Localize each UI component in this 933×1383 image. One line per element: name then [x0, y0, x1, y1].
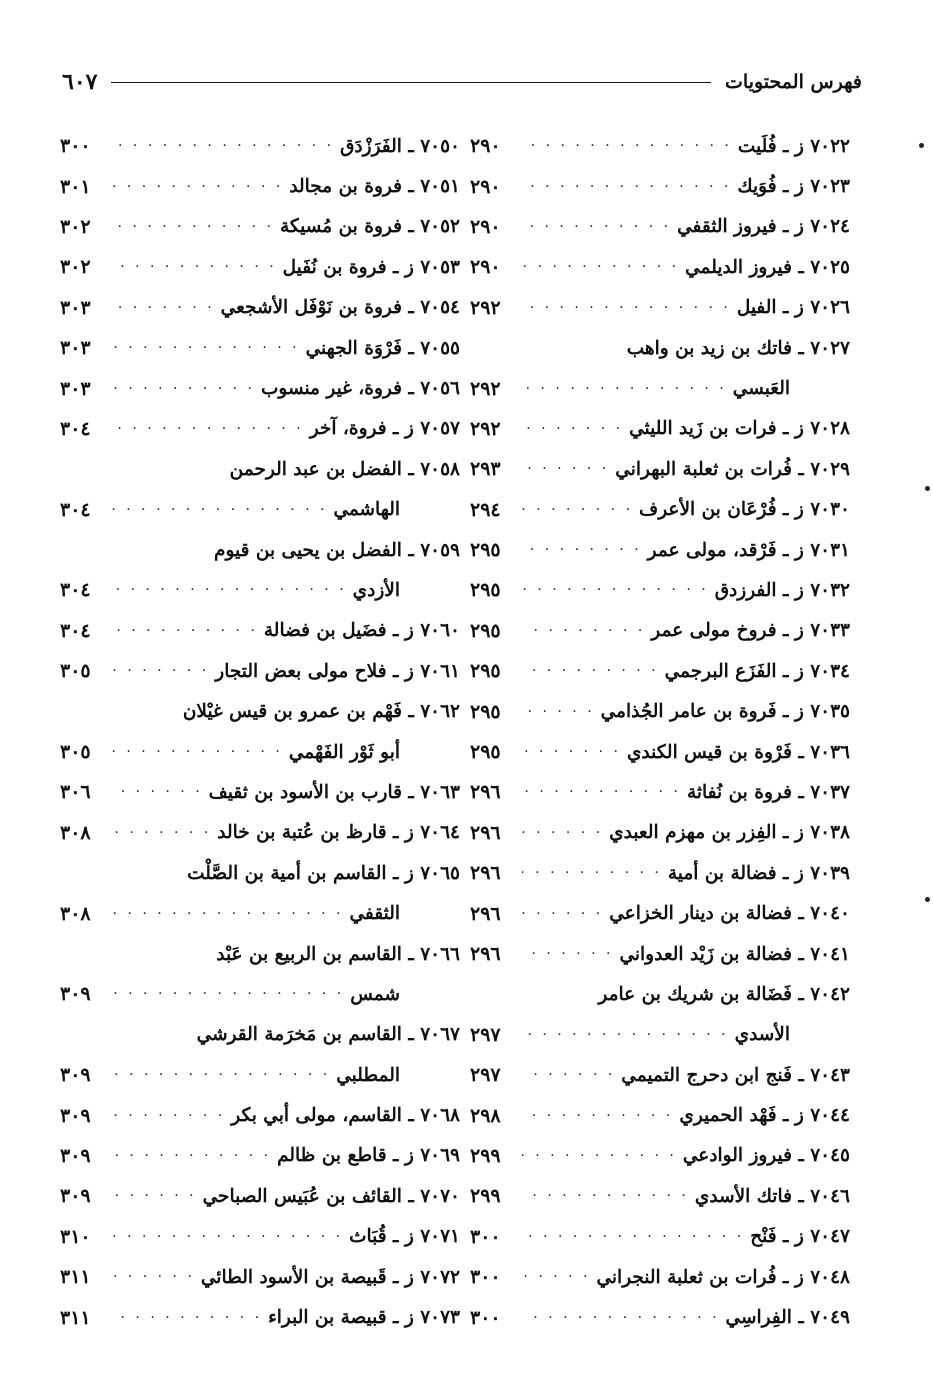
entry-title: ٧٠٣٣ ز ـ فروخ مولى عمر	[651, 620, 850, 642]
entry-page-number: ٣٠٨	[60, 902, 91, 925]
entry-title: الثقفي	[349, 903, 400, 925]
entry-page-number: ٢٩٢	[470, 377, 501, 400]
index-entry	[470, 1257, 850, 1297]
entry-title: ٧٠٢٩ ـ فُرات بن ثعلبة البهراني	[615, 458, 850, 480]
entry-page-number: ٣٠٣	[60, 337, 91, 360]
entry-title: ٧٠٣٤ ز ـ الفَزَع البرجمي	[664, 660, 850, 682]
header-rule	[111, 82, 711, 83]
entry-page-number: ٣٠٢	[60, 256, 91, 279]
entry-page-number: ٢٩٥	[470, 741, 501, 764]
dot-leader	[112, 1067, 330, 1083]
entry-page-number: ٣١١	[60, 1306, 91, 1329]
index-entry	[60, 530, 460, 570]
dot-leader	[112, 1108, 225, 1124]
entry-page-number: ٢٩٩	[470, 1144, 501, 1167]
entry-page-number: ٢٩٣	[470, 458, 501, 481]
index-entry	[60, 1055, 460, 1095]
index-entry	[470, 1297, 850, 1337]
entry-page-number: ٣٠٥	[60, 660, 91, 683]
entry-title: ٧٠٦٢ ـ فَهْم بن عمرو بن قيس غيْلان	[182, 701, 460, 723]
entry-title: العَبسي	[732, 378, 790, 400]
entry-title: ٧٠٤١ ـ فضالة بن زَيْد العدواني	[619, 943, 850, 965]
entry-page-number: ٢٩٦	[470, 902, 501, 925]
entry-title: ٧٠٤٣ ـ فَنج ابن دحرج التميمي	[621, 1064, 850, 1086]
entry-title: ٧٠٢٧ ـ فاتك بن زيد بن واهب	[626, 337, 850, 359]
entry-title: ٧٠٣٢ ز ـ الفرزدق	[714, 579, 850, 601]
entry-title: ٧٠٤٢ ـ فَضَالة بن شريك بن عامر	[598, 983, 850, 1005]
index-entry	[60, 570, 460, 610]
entry-title: ٧٠٥١ ـ فروة بن مجالد	[289, 176, 460, 198]
entry-title: ٧٠٢٨ ز ـ فرات بن زَيد الليثي	[629, 418, 850, 440]
dot-leader	[112, 663, 209, 679]
entry-page-number: ٢٩٨	[470, 1104, 501, 1127]
entry-page-number: ٣٠٢	[60, 215, 91, 238]
index-entry	[60, 651, 460, 691]
index-entry	[470, 772, 850, 812]
index-entry	[60, 691, 460, 731]
dot-leader	[522, 542, 642, 558]
entry-title: ٧٠٣٦ ـ فَرْوة بن قيس الكندي	[626, 741, 850, 763]
dot-leader	[522, 1188, 689, 1204]
entry-title: ٧٠٦١ ز ـ فلاح مولى بعض التجار	[215, 660, 460, 682]
dot-leader	[522, 865, 662, 881]
dot-leader	[112, 1229, 343, 1245]
entry-title: ٧٠٦٧ ـ القاسم بن مَخرَمة القرشي	[196, 1024, 460, 1046]
entry-page-number: ٢٩٥	[470, 700, 501, 723]
entry-page-number: ٣٠٩	[60, 1144, 91, 1167]
entry-page-number: ٢٩٥	[470, 619, 501, 642]
entry-title: ٧٠٦٥ ز ـ القاسم بن أمية بن الصَّلْت	[187, 862, 460, 884]
dot-leader	[522, 1269, 590, 1285]
entry-title: ٧٠٥٤ ـ فروة بن نَوْفَل الأشجعي	[220, 297, 460, 319]
dot-leader	[522, 1027, 729, 1043]
index-entry	[470, 368, 850, 408]
entry-page-number: ٢٩٥	[470, 539, 501, 562]
dot-leader	[522, 744, 621, 760]
entry-page-number: ٣٠٠	[470, 1225, 501, 1248]
entry-page-number: ٣٠٨	[60, 821, 91, 844]
entry-title: ٧٠٣٨ ز ـ الفِزر بن مهزم العبدي	[609, 822, 850, 844]
entry-title: ٧٠٦٣ ـ قارب بن الأسود بن ثقيف	[208, 781, 460, 803]
index-entry	[60, 449, 460, 489]
dot-leader	[522, 663, 659, 679]
entry-page-number: ٣٠٠	[470, 1266, 501, 1289]
entry-page-number: ٢٩٠	[470, 135, 501, 158]
dot-leader	[522, 704, 595, 720]
entry-title: ٧٠٥٥ ـ فَرْوَة الجهني	[305, 337, 460, 359]
entry-page-number: ٢٩٧	[470, 1023, 501, 1046]
dot-leader	[112, 582, 347, 598]
index-entry	[60, 1015, 460, 1055]
page-title: فهرس المحتويات	[725, 71, 862, 93]
entry-page-number: ٢٩٢	[470, 417, 501, 440]
entry-title: ٧٠٢٥ ـ فيروز الديلمي	[685, 256, 850, 278]
dot-leader	[522, 300, 731, 316]
page-number: ٦٠٧	[62, 69, 98, 95]
entry-title: أبو ثَوْر الفَهْمي	[288, 741, 400, 763]
index-entry	[60, 288, 460, 328]
entry-page-number: ٣٠٤	[60, 619, 91, 642]
index-entry	[60, 974, 460, 1014]
index-entry	[60, 126, 460, 166]
dot-leader	[522, 1229, 744, 1245]
index-entry	[60, 490, 460, 530]
dot-leader	[522, 1310, 720, 1326]
entry-page-number: ٢٩٦	[470, 862, 501, 885]
entry-page-number: ٢٩٩	[470, 1185, 501, 1208]
index-entry	[470, 126, 850, 166]
entry-title: ٧٠٤٦ ـ فاتك الأسدي	[694, 1185, 850, 1207]
entry-title: ٧٠٤٨ ز ـ فُرات بن ثعلبة النجراني	[596, 1266, 850, 1288]
entry-page-number: ٣١١	[60, 1266, 91, 1289]
dot-leader	[522, 582, 709, 598]
dot-leader	[522, 946, 613, 962]
entry-title: ٧٠٤٥ ـ فيروز الوادعي	[682, 1145, 850, 1167]
dot-leader	[522, 784, 681, 800]
dot-leader	[112, 784, 203, 800]
entry-page-number: ٣٠٣	[60, 296, 91, 319]
index-entry	[60, 368, 460, 408]
margin-dot	[925, 486, 930, 491]
dot-leader	[112, 1269, 195, 1285]
index-entry	[60, 207, 460, 247]
dot-leader	[112, 138, 334, 154]
dot-leader	[112, 1148, 271, 1164]
index-entry	[60, 1297, 460, 1337]
dot-leader	[112, 623, 258, 639]
entry-title: ٧٠٣٥ ز ـ فَروة بن عامر الجُذامي	[600, 701, 850, 723]
entry-page-number: ٢٩٠	[470, 175, 501, 198]
entry-page-number: ٣٠٩	[60, 1185, 91, 1208]
entry-title: ٧٠٢٦ ز ـ الفيل	[736, 297, 850, 319]
entry-title: ٧٠٢٤ ز ـ فيروز الثقفي	[677, 216, 850, 238]
entry-page-number: ٣٠٥	[60, 741, 91, 764]
index-entry	[60, 1176, 460, 1216]
entry-page-number: ٢٩٢	[470, 296, 501, 319]
entry-title: ٧٠٧٠ ـ القائف بن عُبَيس الصباحي	[202, 1185, 460, 1207]
entry-page-number: ٢٩٦	[470, 943, 501, 965]
entry-page-number: ٣٠٤	[60, 498, 91, 521]
entry-title: ٧٠٣٧ ـ فروة بن نُفاثة	[686, 781, 850, 803]
entry-title: المطلبي	[336, 1064, 400, 1086]
entry-title: ٧٠٣٩ ز ـ فضالة بن أمية	[667, 862, 850, 884]
entry-title: ٧٠٦٨ ـ القاسم، مولى أبي بكر	[231, 1105, 460, 1127]
index-entry	[470, 328, 850, 368]
dot-leader	[112, 421, 304, 437]
index-entry	[470, 853, 850, 893]
index-entry	[470, 974, 850, 1014]
dot-leader	[522, 138, 732, 154]
entry-title: ٧٠٥٧ ز ـ فروة، آخر	[309, 418, 460, 440]
dot-leader	[112, 986, 344, 1002]
dot-leader	[112, 825, 211, 841]
entry-page-number: ٢٩٠	[470, 215, 501, 238]
dot-leader	[522, 421, 623, 437]
index-entry	[60, 853, 460, 893]
dot-leader	[112, 906, 344, 922]
dot-leader	[522, 219, 671, 235]
entry-title: ٧٠٦٤ ز ـ قارظ بن عُتبة بن خالد	[217, 822, 460, 844]
entry-title: ٧٠٤٩ ـ الفِراسِي	[725, 1307, 850, 1329]
entry-title: الأسدي	[734, 1024, 790, 1046]
entry-page-number: ٣٠٤	[60, 579, 91, 602]
entry-page-number: ٣٠٩	[60, 983, 91, 1006]
entry-page-number: ٣٠٩	[60, 1064, 91, 1087]
index-entry	[60, 1136, 460, 1176]
index-entry	[470, 1136, 850, 1176]
margin-dot	[919, 143, 924, 148]
index-entry	[470, 691, 850, 731]
dot-leader	[112, 300, 215, 316]
dot-leader	[112, 1188, 197, 1204]
entry-page-number: ٢٩٧	[470, 1064, 501, 1087]
index-column-right	[470, 126, 850, 1338]
entry-title: ٧٠٦٦ ـ القاسم بن الربيع بن عَبْد	[216, 943, 460, 965]
index-entry	[470, 247, 850, 287]
index-entry	[60, 1257, 460, 1297]
dot-leader	[112, 381, 255, 397]
index-entry	[470, 893, 850, 933]
page-header	[62, 62, 862, 102]
dot-leader	[522, 825, 603, 841]
dot-leader	[522, 381, 727, 397]
margin-dot	[925, 897, 930, 902]
entry-title: ٧٠٢٣ ز ـ فُوَيك	[737, 176, 850, 198]
index-entry	[470, 570, 850, 610]
entry-page-number: ٣١٠	[60, 1225, 91, 1248]
index-entry	[470, 1015, 850, 1055]
entry-title: ٧٠٥٢ ـ فروة بن مُسيكة	[280, 216, 460, 238]
entry-title: ٧٠٥٣ ز ـ فروة بن نُفَيل	[282, 256, 460, 278]
index-entry	[60, 772, 460, 812]
entry-title: ٧٠٥٠ ـ الفَرَزْدَق	[340, 135, 460, 157]
entry-title: ٧٠٦٠ ز ـ فضَيل بن فضالة	[263, 620, 460, 642]
index-entry	[60, 166, 460, 206]
entry-page-number: ٣٠٠	[60, 135, 91, 158]
index-entry	[470, 409, 850, 449]
index-entry	[470, 449, 850, 489]
dot-leader	[522, 502, 633, 518]
dot-leader	[522, 1148, 677, 1164]
index-entry	[60, 409, 460, 449]
entry-page-number: ٢٩٦	[470, 781, 501, 804]
index-entry	[470, 490, 850, 530]
index-entry	[60, 893, 460, 933]
dot-leader	[522, 623, 645, 639]
index-entry	[60, 611, 460, 651]
index-entry	[470, 207, 850, 247]
entry-title: ٧٠٥٦ ـ فروة، غير منسوب	[260, 378, 460, 400]
index-entry	[470, 1176, 850, 1216]
dot-leader	[112, 259, 277, 275]
index-entry	[470, 1055, 850, 1095]
dot-leader	[522, 1067, 615, 1083]
entry-page-number: ٣٠٤	[60, 417, 91, 440]
entry-page-number: ٣٠٦	[60, 781, 91, 804]
entry-title: الهاشمي	[333, 499, 400, 521]
entry-page-number: ٣٠٠	[470, 1306, 501, 1329]
entry-page-number: ٣٠٣	[60, 377, 91, 400]
index-entry	[470, 1217, 850, 1257]
entry-title: ٧٠٧١ ز ـ قُبَاث	[349, 1226, 460, 1248]
index-entry	[470, 166, 850, 206]
dot-leader	[522, 906, 603, 922]
dot-leader	[112, 340, 300, 356]
index-entry	[60, 934, 460, 974]
index-entry	[60, 1217, 460, 1257]
entry-title: ٧٠٧٢ ز ـ قَبيصة بن الأسود الطائي	[200, 1266, 460, 1288]
entry-title: ٧٠٢٢ ز ـ فُلَيت	[737, 135, 850, 157]
entry-title: ٧٠٤٠ ـ فضالة بن دينار الخزاعي	[609, 903, 850, 925]
index-entry	[60, 1095, 460, 1135]
dot-leader	[112, 1310, 262, 1326]
index-entry	[60, 732, 460, 772]
entry-title: شمس	[350, 983, 400, 1005]
index-entry	[470, 934, 850, 974]
dot-leader	[112, 219, 274, 235]
entry-page-number: ٢٩٤	[470, 498, 501, 521]
index-entry	[60, 328, 460, 368]
entry-title: ٧٠٤٤ ز ـ فَهْد الحميري	[679, 1105, 850, 1127]
index-entry	[470, 732, 850, 772]
index-entry	[470, 611, 850, 651]
entry-page-number: ٢٩٠	[470, 256, 501, 279]
entry-page-number: ٢٩٦	[470, 821, 501, 844]
index-entry	[60, 247, 460, 287]
entry-page-number: ٢٩٥	[470, 660, 501, 683]
index-entry	[470, 1095, 850, 1135]
entry-title: ٧٠٥٩ ـ الفضل بن يحيى بن قيوم	[214, 539, 460, 561]
entry-page-number: ٣٠١	[60, 175, 91, 198]
index-entry	[470, 530, 850, 570]
index-entry	[470, 288, 850, 328]
entry-title: ٧٠٣٠ ز ـ فُرْعَان بن الأعرف	[639, 499, 850, 521]
dot-leader	[522, 1108, 673, 1124]
entry-title: ٧٠٣١ ز ـ فَرْقد، مولى عمر	[647, 539, 850, 561]
entry-title: ٧٠٥٨ ـ الفضل بن عبد الرحمن	[229, 458, 460, 480]
index-column-left	[60, 126, 460, 1338]
index-entry	[470, 813, 850, 853]
entry-title: ٧٠٤٧ ز ـ فَنْح	[750, 1226, 850, 1248]
index-entry	[60, 813, 460, 853]
dot-leader	[112, 502, 327, 518]
dot-leader	[112, 179, 283, 195]
entry-page-number: ٢٩٥	[470, 579, 501, 602]
dot-leader	[522, 259, 679, 275]
entry-title: ٧٠٦٩ ز ـ قاطع بن ظالم	[277, 1145, 460, 1167]
dot-leader	[522, 461, 609, 477]
entry-title: ٧٠٧٣ ز ـ قبيصة بن البراء	[268, 1307, 460, 1329]
entry-title: الأزدي	[352, 579, 400, 601]
index-entry	[470, 651, 850, 691]
dot-leader	[112, 744, 283, 760]
entry-page-number: ٣٠٩	[60, 1104, 91, 1127]
dot-leader	[522, 179, 731, 195]
